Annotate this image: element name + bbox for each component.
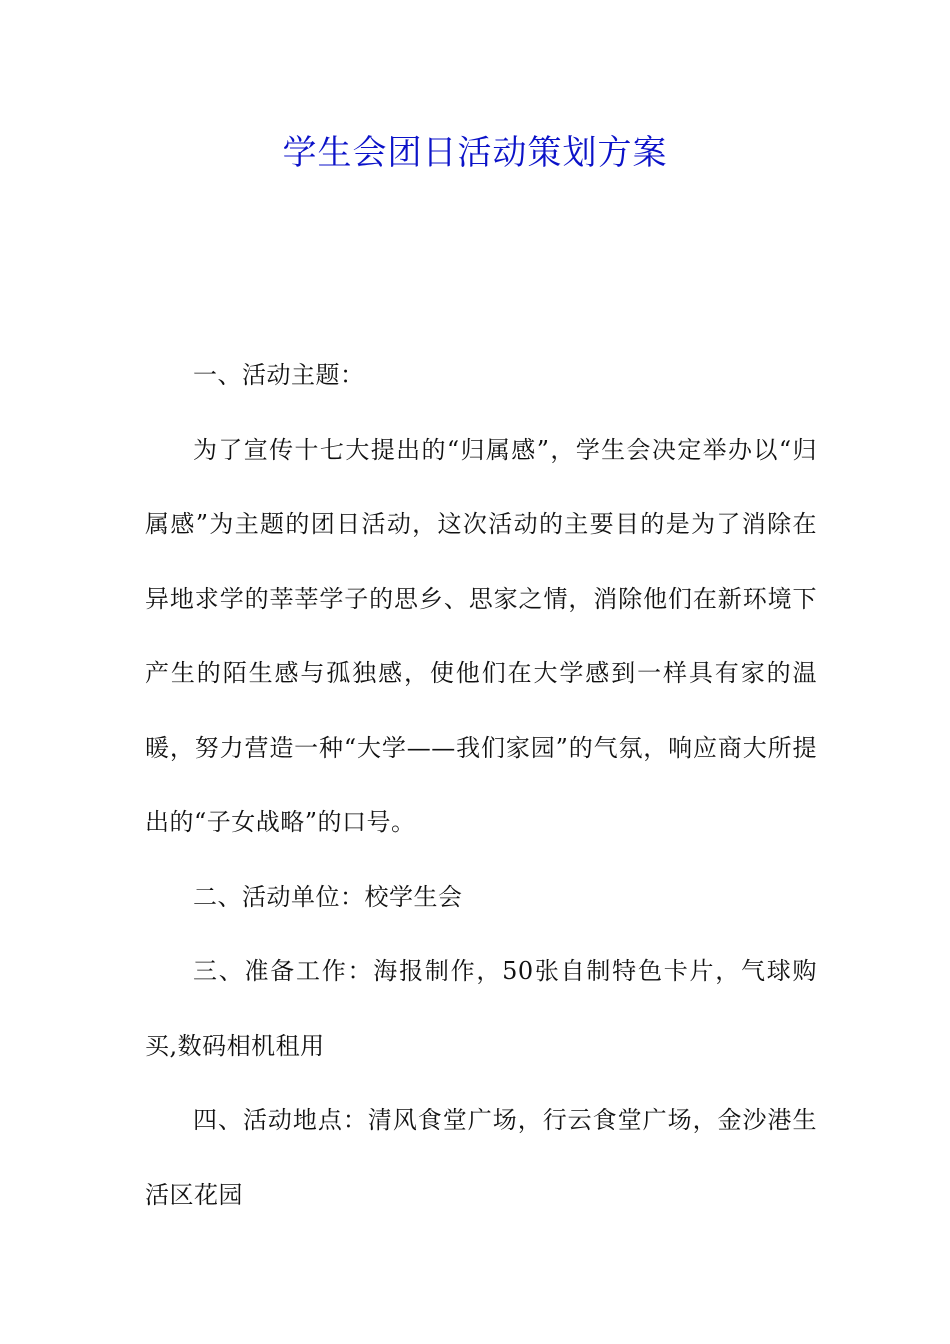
- section-preparation: 三、准备工作：海报制作，50张自制特色卡片，气球购买,数码相机租用: [145, 957, 817, 1060]
- section-organizer: 二、活动单位：校学生会: [193, 882, 463, 911]
- section-theme-heading: 一、活动主题：: [193, 361, 365, 389]
- document-title: 学生会团日活动策划方案: [282, 133, 668, 173]
- section-location: 四、活动地点：清风食堂广场，行云食堂广场，金沙港生活区花园: [145, 1106, 817, 1209]
- document-body: [145, 338, 817, 1232]
- section-theme-paragraph: 为了宣传十七大提出的“归属感”，学生会决定举办以“归属感”为主题的团日活动，这次活动的主要目的是为了消除在异地求学的莘莘学子的思乡、思家之情，消除他们在新环境下产生的陌生感与孤独感，使他们在大学感到一样具有家的温暖，努力营造一种“大学——我们家园”的气氛，响应商大所提出的“子女战略”的口号。: [145, 435, 817, 836]
